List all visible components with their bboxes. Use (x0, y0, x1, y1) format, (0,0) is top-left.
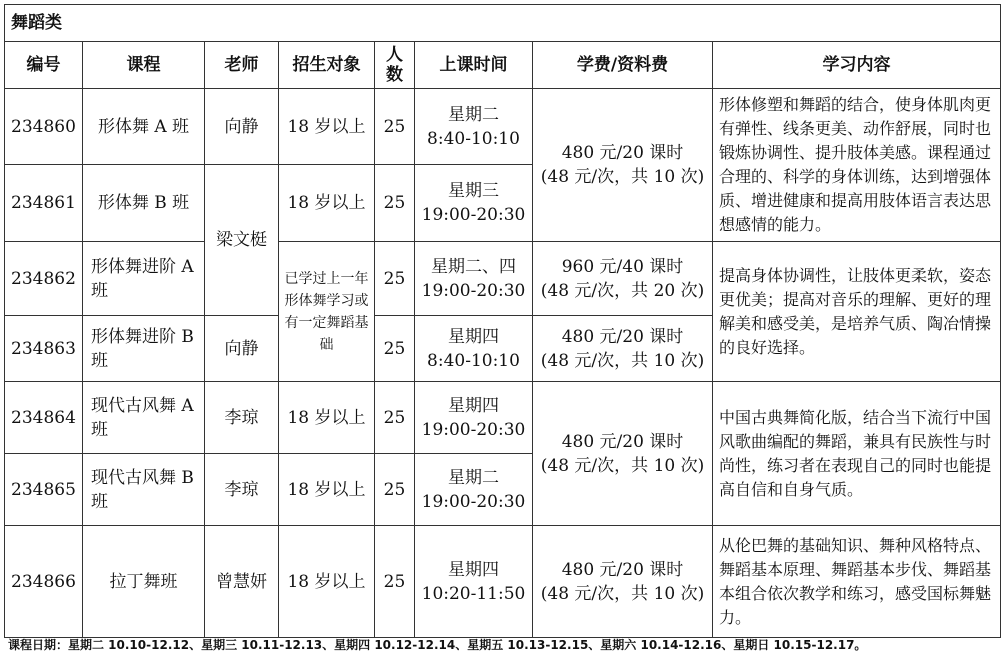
course-sheet (4, 4, 1000, 638)
target-audience: 18 岁以上 (279, 165, 375, 242)
class-time (415, 382, 533, 454)
teacher-name: 向静 (205, 89, 279, 165)
class-time (415, 89, 533, 165)
class-hours: 19:00-20:30 (421, 491, 526, 512)
table-row (5, 526, 1001, 638)
course-dates-footnote: 课程日期：星期二 10.10-12.12、星期三 10.11-12.13、星期四 10.12-12.14、星期五 10.13-12.15、星期六 10.14-12.16、星期日 10.15-12.17。 (8, 638, 867, 652)
header-content: 学习内容 (713, 42, 1001, 89)
class-day: 星期四 (448, 559, 499, 580)
capacity: 25 (375, 242, 415, 316)
course-id: 234865 (5, 454, 83, 526)
class-time (415, 165, 533, 242)
class-hours: 8:40-10:10 (427, 128, 520, 149)
teacher-name: 李琼 (205, 454, 279, 526)
table-row (5, 382, 1001, 454)
class-day: 星期四 (448, 326, 499, 347)
content-description: 从伦巴舞的基础知识、舞种风格特点、舞蹈基本原理、舞蹈基本步伐、舞蹈基本组合依次教学和练习，感受国标舞魅力。 (713, 526, 1001, 638)
capacity: 25 (375, 89, 415, 165)
category-title: 舞蹈类 (5, 5, 1001, 42)
target-audience: 18 岁以上 (279, 526, 375, 638)
teacher-name: 梁文梃 (205, 165, 279, 316)
target-audience: 18 岁以上 (279, 454, 375, 526)
fee-detail: (48 元/次，共 20 次) (540, 280, 705, 301)
class-day: 星期四 (448, 395, 499, 416)
header-course: 课程 (83, 42, 205, 89)
capacity: 25 (375, 316, 415, 382)
class-day: 星期三 (448, 181, 499, 201)
teacher-name: 李琼 (205, 382, 279, 454)
class-time (415, 454, 533, 526)
capacity: 25 (375, 454, 415, 526)
fee-detail: (48 元/次，共 10 次) (540, 455, 705, 476)
header-time: 上课时间 (415, 42, 533, 89)
capacity: 25 (375, 526, 415, 638)
header-row (5, 42, 1001, 89)
fee-detail: (48 元/次，共 10 次) (540, 350, 705, 371)
course-id: 234864 (5, 382, 83, 454)
content-description: 中国古典舞简化版，结合当下流行中国风歌曲编配的舞蹈，兼具有民族性与时尚性，练习者在表现自己的同时也能提高自信和自身气质。 (713, 382, 1001, 526)
class-hours: 19:00-20:30 (421, 419, 526, 440)
course-name: 形体舞 A 班 (83, 89, 205, 165)
header-target: 招生对象 (279, 42, 375, 89)
fee-detail: (48 元/次，共 10 次) (540, 583, 705, 604)
course-name: 拉丁舞班 (83, 526, 205, 638)
content-description: 提高身体协调性，让肢体更柔软，姿态更优美；提高对音乐的理解、更好的理解美和感受美，是培养气质、陶冶情操的良好选择。 (713, 242, 1001, 382)
course-id: 234863 (5, 316, 83, 382)
content-description: 形体修塑和舞蹈的结合，使身体肌肉更有弹性、线条更美、动作舒展，同时也锻炼协调性、提升肢体美感。课程通过合理的、科学的身体训练，达到增强体质、增进健康和提高用肢体语言表达思想感情的能力。 (713, 89, 1001, 242)
class-day: 星期二 (448, 104, 499, 125)
fee-cell (533, 382, 713, 526)
fee-amount: 480 元/20 课时 (561, 143, 684, 163)
fee-cell (533, 89, 713, 242)
class-hours: 10:20-11:50 (421, 583, 526, 604)
class-hours: 19:00-20:30 (421, 205, 526, 225)
course-id: 234860 (5, 89, 83, 165)
capacity: 25 (375, 382, 415, 454)
course-name: 形体舞进阶 A 班 (83, 242, 205, 316)
teacher-name: 曾慧妍 (205, 526, 279, 638)
course-name: 现代古风舞 A 班 (83, 382, 205, 454)
class-hours: 8:40-10:10 (427, 350, 520, 371)
class-hours: 19:00-20:30 (421, 280, 526, 301)
fee-amount: 480 元/20 课时 (561, 326, 684, 347)
fee-cell (533, 526, 713, 638)
target-audience: 18 岁以上 (279, 89, 375, 165)
class-time (415, 316, 533, 382)
header-capacity: 人数 (375, 42, 415, 89)
class-day: 星期二、四 (431, 256, 516, 277)
dance-course-table (4, 4, 1001, 638)
fee-amount: 480 元/20 课时 (561, 559, 684, 580)
class-day: 星期二 (448, 467, 499, 488)
class-time (415, 526, 533, 638)
fee-amount: 960 元/40 课时 (561, 256, 684, 277)
capacity: 25 (375, 165, 415, 242)
teacher-name: 向静 (205, 316, 279, 382)
table-row (5, 242, 1001, 316)
course-id: 234861 (5, 165, 83, 242)
fee-cell (533, 316, 713, 382)
table-row (5, 89, 1001, 165)
course-name: 形体舞 B 班 (83, 165, 205, 242)
course-name: 现代古风舞 B 班 (83, 454, 205, 526)
course-name: 形体舞进阶 B 班 (83, 316, 205, 382)
fee-detail: (48 元/次，共 10 次) (540, 167, 705, 187)
class-time (415, 242, 533, 316)
course-id: 234862 (5, 242, 83, 316)
target-audience: 已学过上一年形体舞学习或有一定舞蹈基础 (279, 242, 375, 382)
header-fee: 学费/资料费 (533, 42, 713, 89)
target-audience: 18 岁以上 (279, 382, 375, 454)
course-id: 234866 (5, 526, 83, 638)
fee-cell (533, 242, 713, 316)
header-teacher: 老师 (205, 42, 279, 89)
header-id: 编号 (5, 42, 83, 89)
fee-amount: 480 元/20 课时 (561, 431, 684, 452)
